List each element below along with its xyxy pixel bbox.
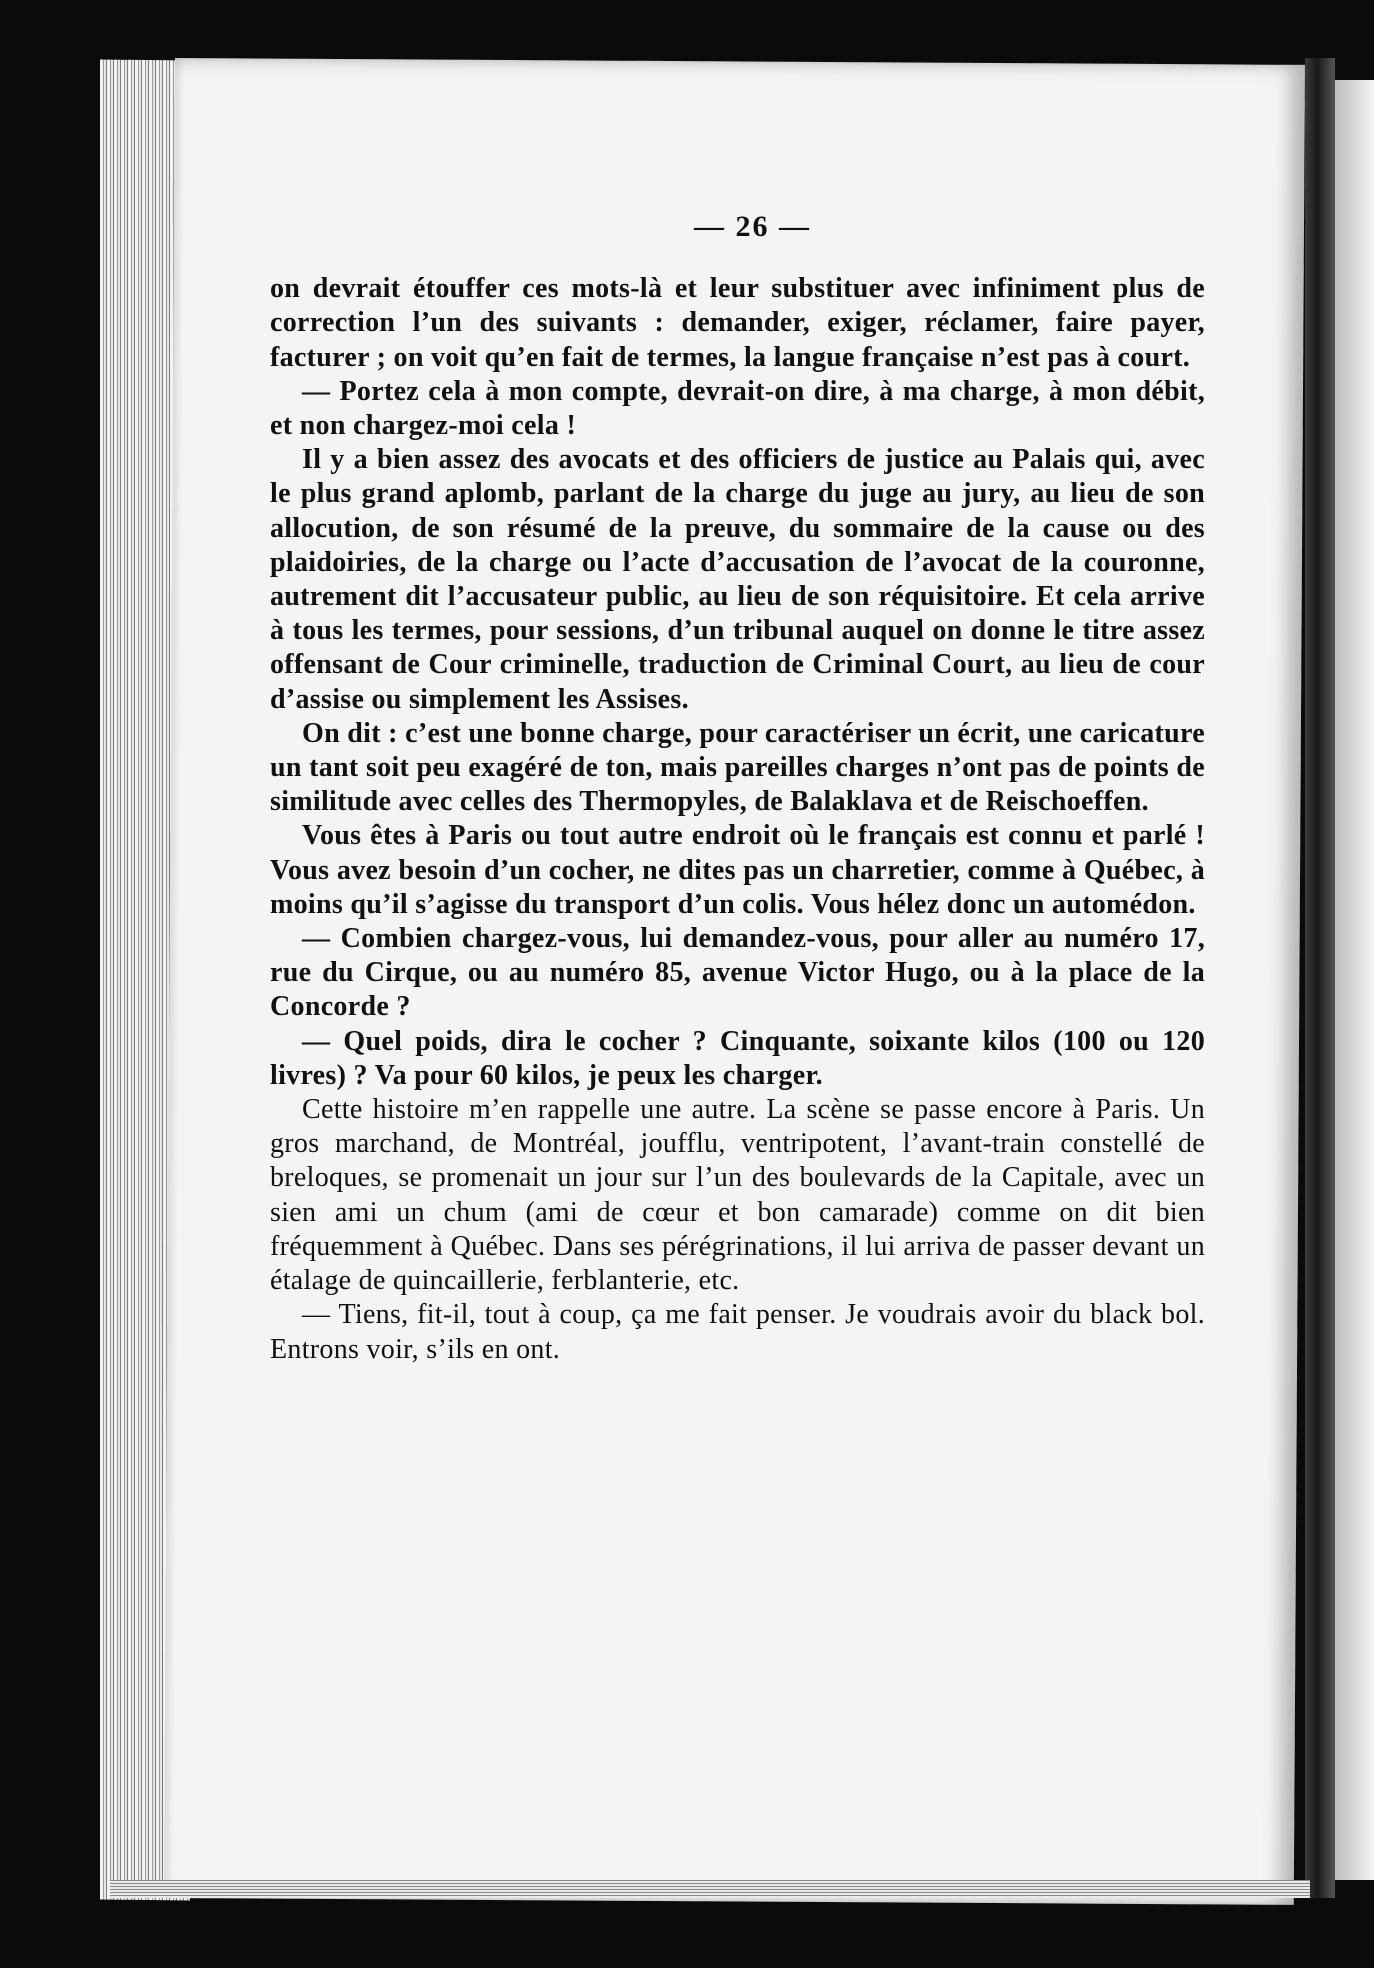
paragraph: — Combien chargez-vous, lui demandez-vous, pour aller au numéro 17, rue du Cirque, ou au numéro 85, avenue Victor Hugo, ou à la place de la Concorde ?: [270, 923, 1205, 1023]
bottom-page-edges: [110, 1880, 1310, 1898]
paragraph: — Tiens, fit-il, tout à coup, ça me fait penser. Je voudrais avoir du black bol. Entrons voir, s’ils en ont.: [270, 1299, 1205, 1365]
page-number: — 26 —: [694, 210, 811, 243]
paragraph: Vous êtes à Paris ou tout autre endroit où le français est connu et parlé ! Vous avez besoin d’un cocher, ne dites pas un charretier, comme à Québec, à moins qu’il s’agisse du transport d’un colis. Vous hélez donc un automédon.: [270, 820, 1205, 920]
page-text: [270, 210, 1205, 1367]
paragraph: On dit : c’est une bonne charge, pour caractériser un écrit, une caricature un tant soit peu exagéré de ton, mais pareilles charges n’ont pas de points de similitude avec celles des Thermopyles, de Balaklava et de Reischoeffen.: [270, 717, 1205, 818]
book-gutter: [1305, 58, 1335, 1898]
paragraph: — Quel poids, dira le cocher ? Cinquante, soixante kilos (100 ou 120 livres) ? Va pour 60 kilos, je peux les charger.: [270, 1025, 1205, 1091]
paragraph: Il y a bien assez des avocats et des officiers de justice au Palais qui, avec le plus grand aplomb, parlant de la charge du juge au jury, au lieu de son allocution, de son résumé de la preuve, du sommaire de la cause ou des plaidoiries, de la charge ou l’acte d’accusation de l’avocat de la couronne, autrement dit l’accusateur public, au lieu de son réquisitoire. Et cela arrive à tous les termes, pour sessions, d’un tribunal auquel on donne le titre assez offensant de Cour criminelle, traduction de Criminal Court, au lieu de cour d’assise ou simplement les Assises.: [270, 444, 1205, 715]
paragraph: on devrait étouffer ces mots-là et leur substituer avec infiniment plus de correction l’un des suivants : demander, exiger, réclamer, faire payer, facturer ; on voit qu’en fait de termes, la langue française n’est pas à court.: [270, 273, 1205, 373]
next-page-edge: [1335, 80, 1374, 1880]
paragraph: Cette histoire m’en rappelle une autre. La scène se passe encore à Paris. Un gros marchand, de Montréal, joufflu, ventripotent, l’avant-train constellé de breloques, se promenait un jour sur l’un des boulevards de la Capitale, avec un sien ami un chum (ami de cœur et bon camarade) comme on dit bien fréquemment à Québec. Dans ses pérégrinations, il lui arriva de passer devant un étalage de quincaillerie, ferblanterie, etc.: [270, 1094, 1205, 1297]
paragraph: — Portez cela à mon compte, devrait-on dire, à ma charge, à mon débit, et non chargez-moi cela !: [270, 375, 1205, 442]
